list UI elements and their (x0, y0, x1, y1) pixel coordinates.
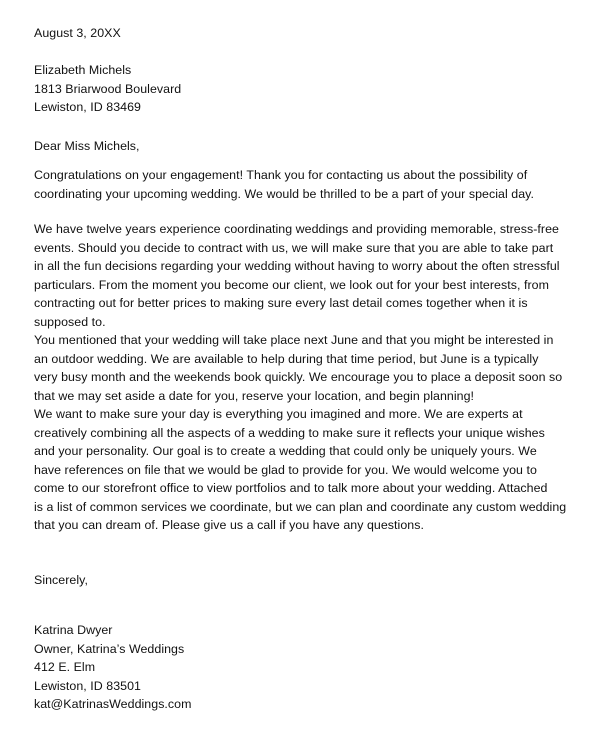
recipient-city: Lewiston, ID 83469 (34, 100, 141, 114)
sender-city: Lewiston, ID 83501 (34, 678, 141, 693)
sender-title: Owner, Katrina’s Weddings (34, 641, 185, 656)
paragraph-line: very busy month and the weekends book quickly. We encourage you to place a deposit soon so (34, 370, 563, 384)
date-text: August 3, 20XX (34, 26, 121, 40)
paragraph-line: that we may set aside a date for you, reserve your location, and begin planning! (34, 388, 475, 403)
recipient-name: Elizabeth Michels (34, 63, 132, 77)
paragraph-line: We have twelve years experience coordinating weddings and providing memorable, stress-free (34, 222, 559, 236)
paragraph-line: coordinating your upcoming wedding. We would be thrilled to be a part of your special day. (34, 186, 534, 201)
paragraph-line: is a list of common services we coordinate, but we can plan and coordinate any custom wedding (34, 499, 567, 514)
letter-date (34, 24, 594, 43)
paragraph-line: an outdoor wedding. We are available to help during that time period, but June is a typically (34, 351, 539, 366)
salutation (34, 137, 594, 156)
paragraph-line: and your personality. Our goal is to create a wedding that could only be uniquely yours. We (34, 444, 537, 458)
recipient-address (34, 61, 594, 117)
paragraph-line: particulars. From the moment you become our client, we look out for your best interests, from (34, 277, 549, 292)
closing-text: Sincerely, (34, 573, 88, 587)
sender-street: 412 E. Elm (34, 660, 96, 674)
paragraph-line: events. Should you decide to contract with us, we will make sure that you are able to take part (34, 240, 554, 255)
closing (34, 571, 594, 590)
paragraph-line: supposed to. (34, 314, 106, 329)
paragraph-line: contracting out for better prices to making sure every last detail comes together when it is (34, 296, 528, 310)
paragraph-line: You mentioned that your wedding will take place next June and that you might be interested in (34, 333, 554, 347)
sender-name: Katrina Dwyer (34, 623, 113, 637)
paragraph-line: creatively combining all the aspects of a wedding to make sure it reflects your unique wishes (34, 425, 545, 440)
paragraph-line: come to our storefront office to view portfolios and to talk more about your wedding. Attached (34, 481, 548, 495)
salutation-text: Dear Miss Michels, (34, 139, 140, 153)
recipient-street: 1813 Briarwood Boulevard (34, 81, 182, 96)
paragraph-1 (34, 166, 594, 203)
paragraph-line: that you can dream of. Please give us a call if you have any questions. (34, 518, 424, 532)
paragraph-line: in all the fun decisions regarding your wedding without having to worry about the often stressful (34, 259, 560, 273)
paragraph-3 (34, 331, 594, 405)
paragraph-line: have references on file that we would be glad to provide for you. We would welcome you to (34, 462, 537, 477)
paragraph-line: Congratulations on your engagement! Thank you for contacting us about the possibility of (34, 168, 528, 182)
sender-signature-block (34, 621, 594, 714)
sender-email: kat@KatrinasWeddings.com (34, 697, 192, 711)
paragraph-2 (34, 220, 594, 331)
paragraph-4 (34, 405, 594, 535)
paragraph-line: We want to make sure your day is everything you imagined and more. We are experts at (34, 407, 523, 421)
